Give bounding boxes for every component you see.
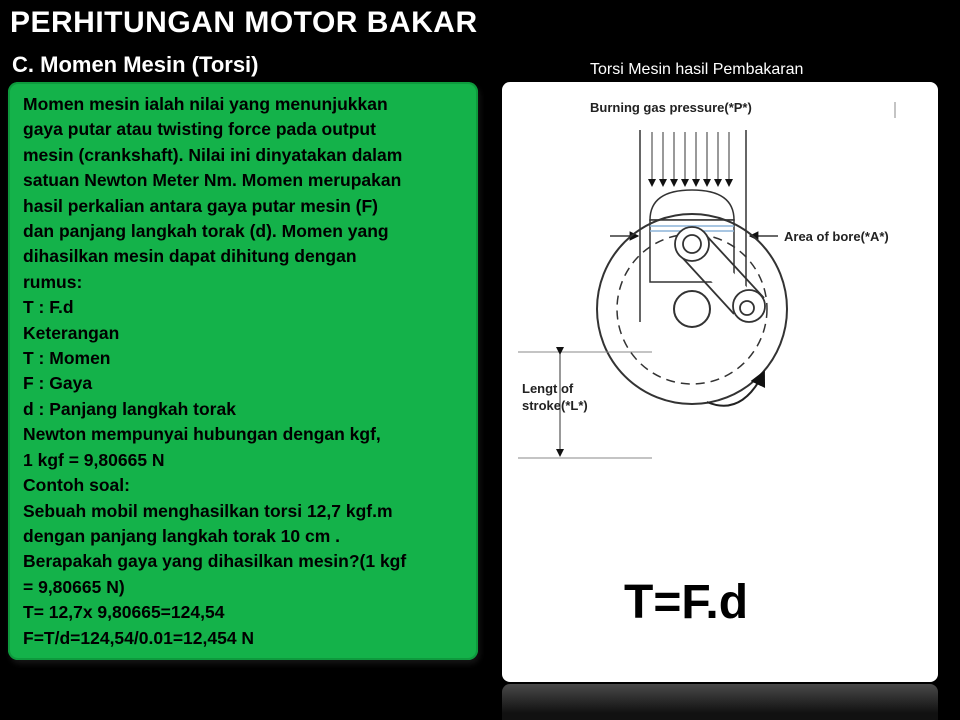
slide-subtitle: C. Momen Mesin (Torsi) (12, 52, 259, 77)
engine-diagram-panel (502, 82, 938, 682)
intro-line: dan panjang langkah torak (d). Momen yang (23, 221, 389, 242)
engine-diagram (502, 82, 938, 682)
torque-formula: T : F.d (23, 297, 74, 318)
legend-item: T : Momen (23, 348, 111, 369)
torque-equation: T=F.d (624, 576, 749, 629)
panel-reflection (502, 684, 938, 720)
keterangan-label: Keterangan (23, 322, 120, 343)
intro-line: gaya putar atau twisting force pada output (23, 119, 376, 140)
crankshaft-center (674, 291, 710, 327)
intro-line: mesin (crankshaft). Nilai ini dinyatakan dalam (23, 144, 403, 165)
example-line: Berapakah gaya yang dihasilkan mesin?(1 kgf (23, 551, 407, 572)
example-line: Sebuah mobil menghasilkan torsi 12,7 kgf.m (23, 500, 393, 521)
bore-label: Area of bore(*A*) (784, 229, 889, 244)
example-line: dengan panjang langkah torak 10 cm . (23, 525, 341, 546)
intro-line: rumus: (23, 271, 83, 292)
intro-line: satuan Newton Meter Nm. Momen merupakan (23, 170, 402, 191)
intro-line: dihasilkan mesin dapat dihitung dengan (23, 246, 357, 267)
explanation-textbox (8, 82, 478, 660)
example-line: T= 12,7x 9,80665=124,54 (23, 602, 225, 623)
slide-title: PERHITUNGAN MOTOR BAKAR (10, 6, 478, 39)
image-caption: Torsi Mesin hasil Pembakaran (590, 61, 804, 78)
example-line: F=T/d=124,54/0.01=12,454 N (23, 627, 255, 648)
intro-line: hasil perkalian antara gaya putar mesin (F) (23, 195, 378, 216)
intro-line: Momen mesin ialah nilai yang menunjukkan (23, 94, 388, 114)
stroke-label: Lengt of (522, 381, 574, 396)
example-line: = 9,80665 N) (23, 576, 125, 597)
stroke-label: stroke(*L*) (522, 398, 588, 413)
conversion-line: Newton mempunyai hubungan dengan kgf, (23, 424, 381, 445)
pressure-label: Burning gas pressure(*P*) (590, 100, 752, 115)
legend-item: d : Panjang langkah torak (23, 398, 236, 419)
conversion-line: 1 kgf = 9,80665 N (23, 449, 165, 470)
legend-item: F : Gaya (23, 373, 93, 394)
gas-pressure-arrows (652, 132, 729, 186)
example-label: Contoh soal: (23, 475, 130, 496)
